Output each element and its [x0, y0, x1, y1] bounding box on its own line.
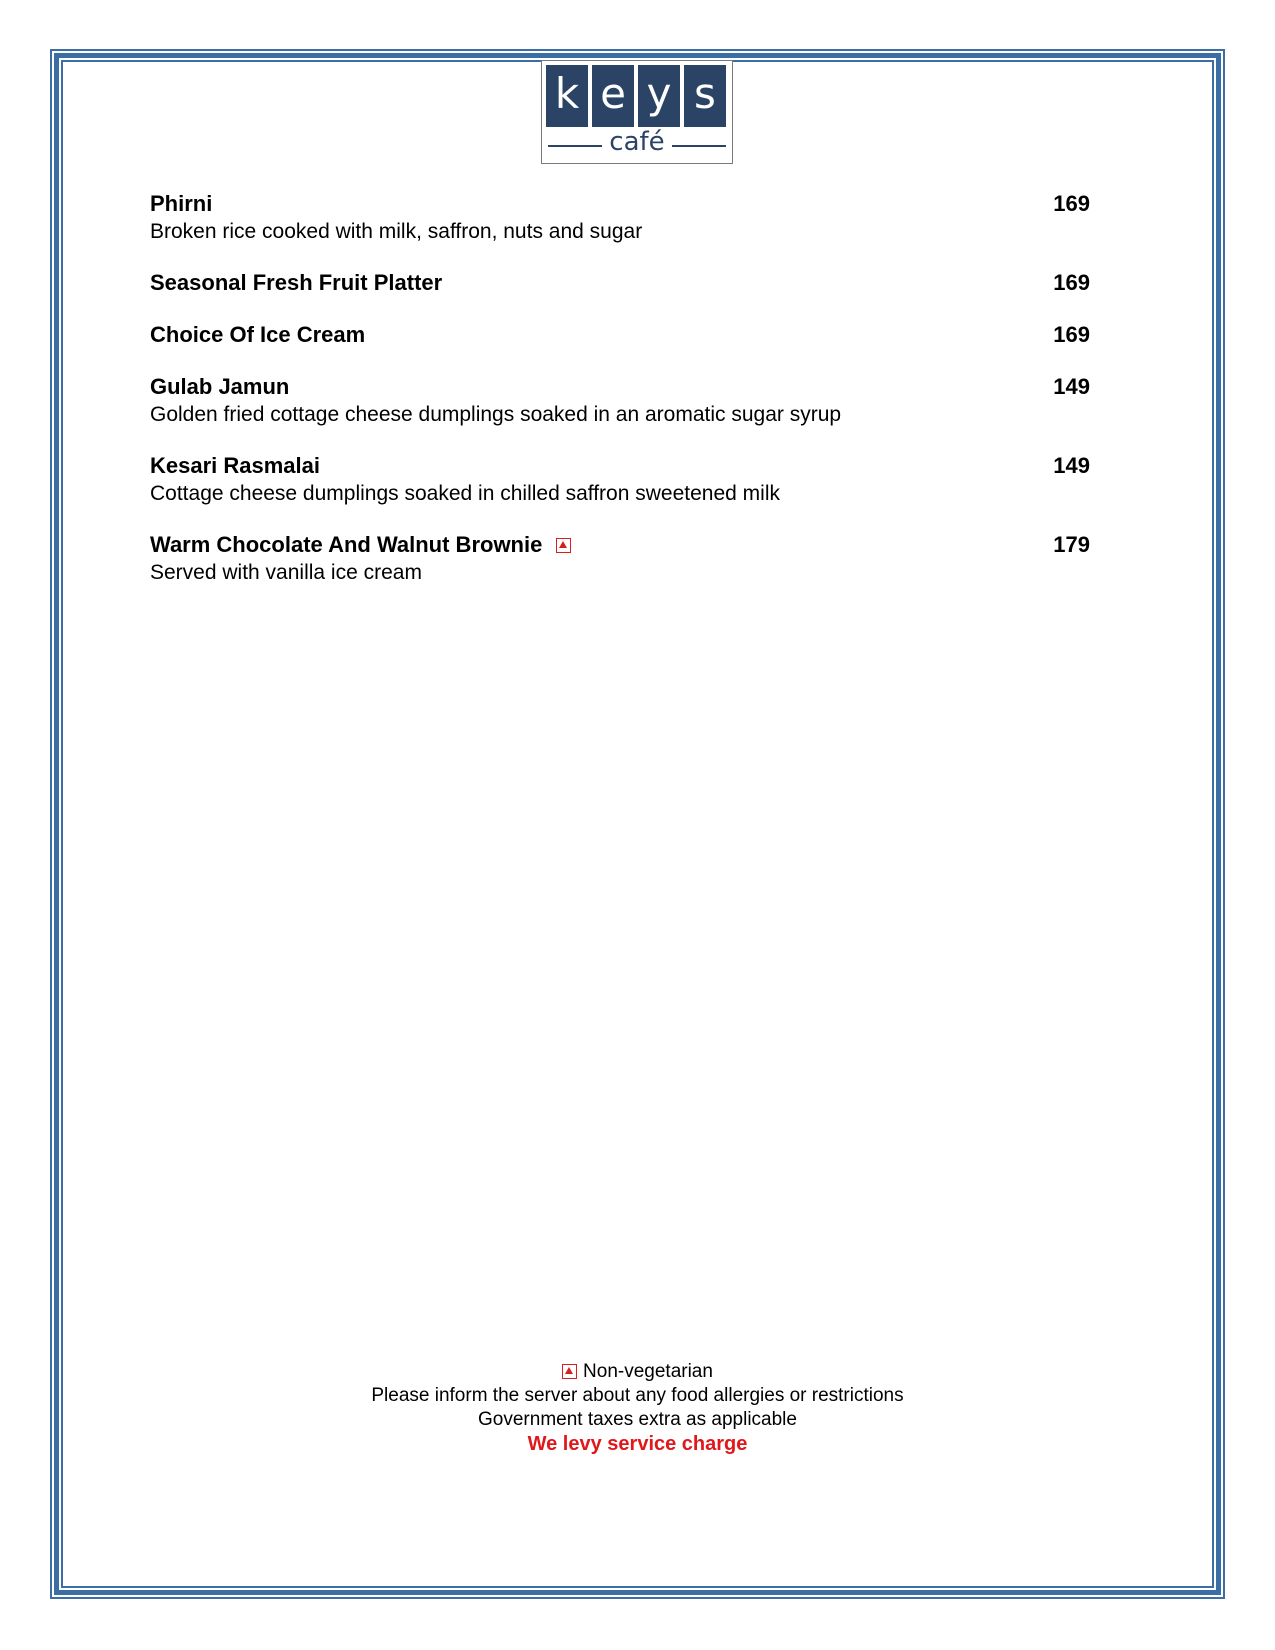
keys-cafe-logo	[541, 60, 733, 164]
non-veg-icon	[562, 1364, 577, 1379]
item-name: Phirni	[150, 191, 213, 216]
item-description: Cottage cheese dumplings soaked in chilled saffron sweetened milk	[150, 482, 780, 505]
item-price: 169	[1053, 322, 1090, 347]
logo-letter: k	[546, 65, 588, 127]
menu-item	[150, 531, 1090, 586]
item-name-row	[150, 531, 1090, 559]
item-name: Warm Chocolate And Walnut Brownie	[150, 532, 543, 557]
item-price: 179	[1053, 532, 1090, 557]
menu-item	[150, 452, 1090, 507]
item-price: 169	[1053, 191, 1090, 216]
menu-item	[150, 269, 1090, 297]
allergy-note: Please inform the server about any food allergies or restrictions	[371, 1385, 904, 1406]
item-name: Seasonal Fresh Fruit Platter	[150, 270, 443, 295]
service-charge-note: We levy service charge	[527, 1433, 748, 1455]
legend-label: Non-vegetarian	[583, 1361, 713, 1382]
logo-letter: s	[684, 65, 726, 127]
logo-letters	[546, 65, 726, 127]
menu-footer	[61, 1360, 1214, 1456]
item-price: 149	[1053, 453, 1090, 478]
non-veg-legend	[61, 1360, 1214, 1384]
item-description: Broken rice cooked with milk, saffron, nuts and sugar	[150, 220, 643, 243]
item-description: Served with vanilla ice cream	[150, 561, 422, 584]
non-veg-icon	[556, 538, 571, 553]
logo-subtitle-row	[546, 127, 728, 159]
dessert-menu	[150, 190, 1090, 610]
menu-item	[150, 321, 1090, 349]
logo-letter: y	[638, 65, 680, 127]
tax-note: Government taxes extra as applicable	[478, 1409, 797, 1430]
item-price: 149	[1053, 374, 1090, 399]
item-name: Kesari Rasmalai	[150, 453, 320, 478]
item-name: Choice Of Ice Cream	[150, 322, 366, 347]
item-price: 169	[1053, 270, 1090, 295]
item-description: Golden fried cottage cheese dumplings soaked in an aromatic sugar syrup	[150, 403, 842, 426]
menu-item	[150, 190, 1090, 245]
item-name: Gulab Jamun	[150, 374, 290, 399]
logo-subtitle: café	[609, 127, 665, 157]
logo-letter: e	[592, 65, 634, 127]
menu-item	[150, 373, 1090, 428]
